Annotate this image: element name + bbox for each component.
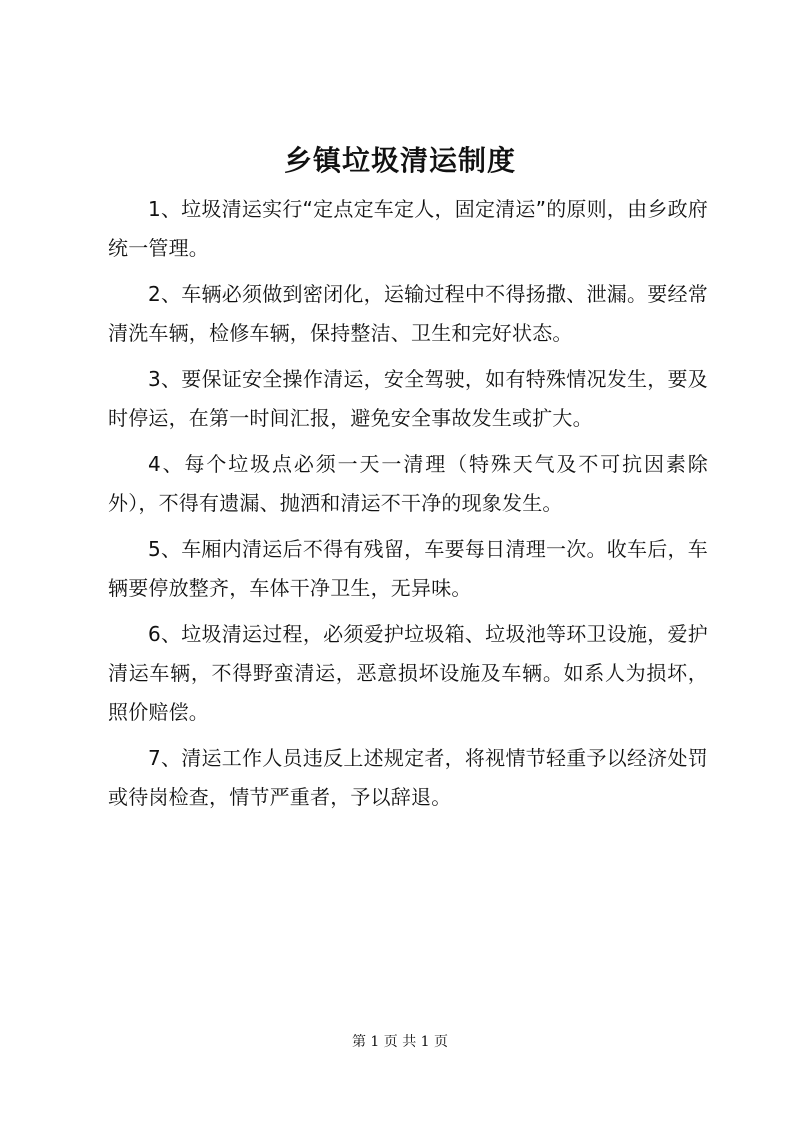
document-body — [108, 190, 708, 817]
page-footer: 第 1 页 共 1 页 — [351, 1034, 449, 1050]
regulation-paragraph-2: 2、车辆必须做到密闭化，运输过程中不得扬撒、泄漏。要经常清洗车辆，检修车辆，保持整洁、卫生和完好状态。 — [108, 282, 708, 345]
regulation-paragraph-7: 7、清运工作人员违反上述规定者，将视情节轻重予以经济处罚或待岗检查，情节严重者，予以辞退。 — [108, 746, 708, 809]
regulation-paragraph-6: 6、垃圾清运过程，必须爱护垃圾箱、垃圾池等环卫设施，爱护清运车辆，不得野蛮清运，恶意损坏设施及车辆。如系人为损坏，照价赔偿。 — [108, 622, 708, 724]
regulation-paragraph-4: 4、每个垃圾点必须一天一清理（特殊天气及不可抗因素除外），不得有遗漏、抛洒和清运不干净的现象发生。 — [108, 452, 708, 515]
regulation-paragraph-3: 3、要保证安全操作清运，安全驾驶，如有特殊情况发生，要及时停运，在第一时间汇报，避免安全事故发生或扩大。 — [108, 367, 708, 430]
document-title: 乡镇垃圾清运制度 — [283, 144, 516, 177]
regulation-paragraph-5: 5、车厢内清运后不得有残留，车要每日清理一次。收车后，车辆要停放整齐，车体干净卫生，无异味。 — [108, 537, 708, 600]
regulation-paragraph-1: 1、垃圾清运实行“定点定车定人，固定清运”的原则，由乡政府统一管理。 — [108, 197, 708, 260]
